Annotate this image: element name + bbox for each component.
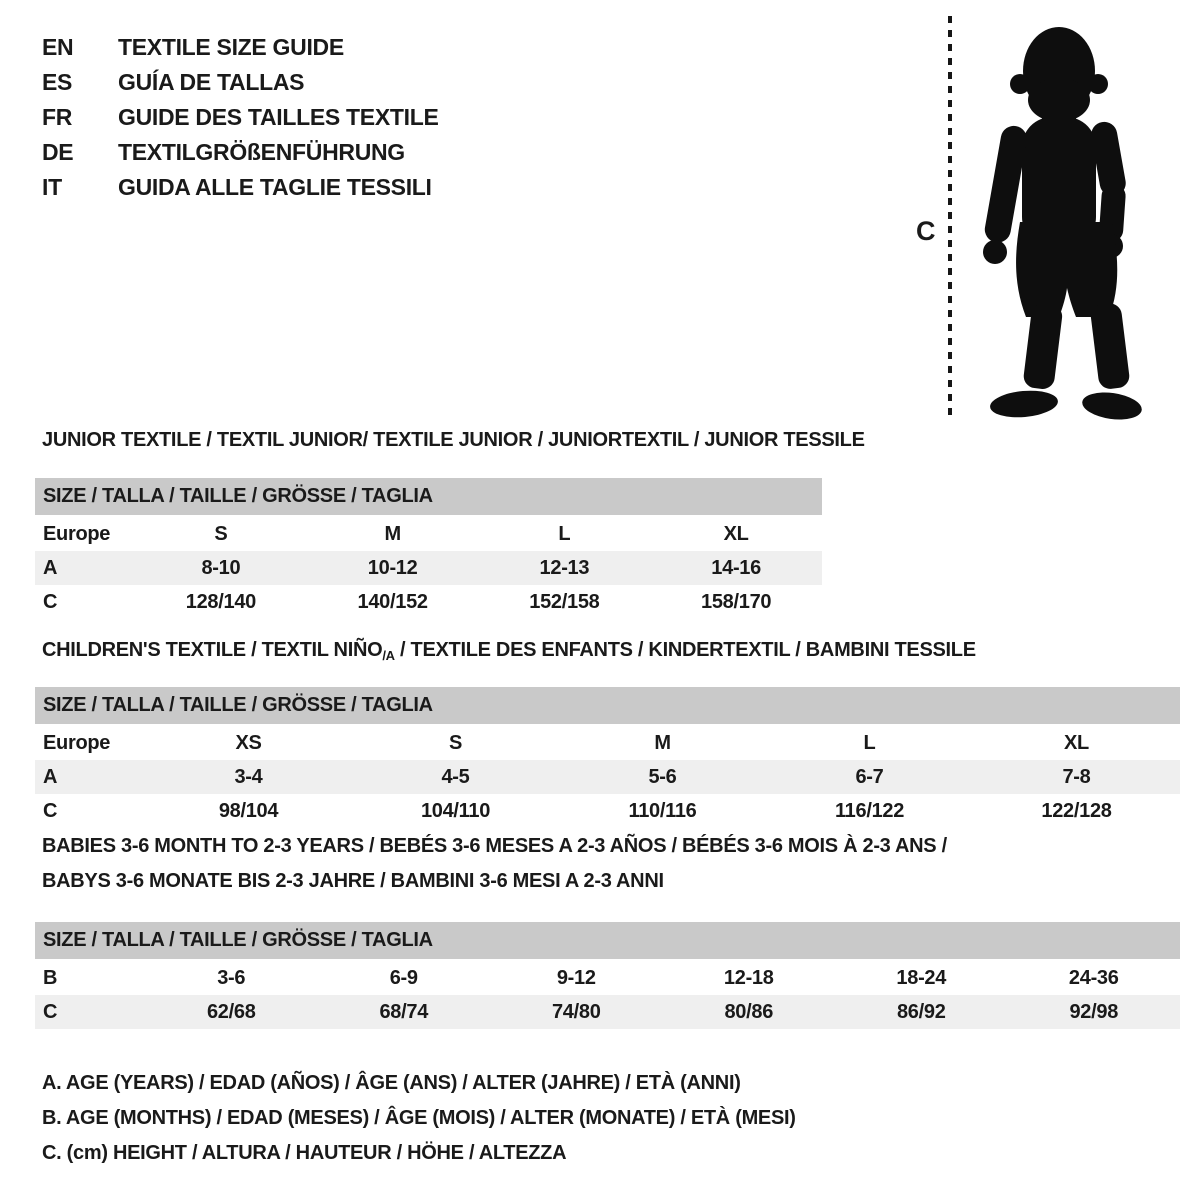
- table-row: [35, 517, 822, 551]
- children-section-title: [42, 639, 976, 663]
- height-cell: 152/158: [529, 590, 600, 613]
- children-size-header-text: SIZE / TALLA / TAILLE / GRÖSSE / TAGLIA: [43, 694, 433, 716]
- height-cell: 110/116: [628, 799, 697, 822]
- height-cell: 92/98: [1069, 1000, 1119, 1023]
- size-cell: S: [214, 522, 228, 545]
- language-title-de: TEXTILGRÖßENFÜHRUNG: [118, 139, 405, 165]
- height-cell: 80/86: [724, 1000, 774, 1023]
- table-row: [35, 760, 1180, 794]
- row-label: B: [43, 966, 58, 989]
- table-row: [35, 585, 822, 619]
- children-size-header-bar: [35, 687, 1180, 724]
- age-cell: 5-6: [648, 765, 677, 788]
- height-cell: 68/74: [379, 1000, 429, 1023]
- height-dashed-line-icon: [948, 16, 952, 416]
- legend-line-c: C. (cm) HEIGHT / ALTURA / HAUTEUR / HÖHE / ALTEZZA: [42, 1142, 567, 1164]
- language-title-it: GUIDA ALLE TAGLIE TESSILI: [118, 174, 432, 200]
- table-row: [35, 961, 1180, 995]
- babies-section-title-line1: BABIES 3-6 MONTH TO 2-3 YEARS / BEBÉS 3-6 MESES A 2-3 AÑOS / BÉBÉS 3-6 MOIS À 2-3 ANS /: [42, 835, 947, 857]
- language-row-it: [42, 170, 439, 205]
- size-cell: M: [654, 731, 671, 754]
- language-code-fr: FR: [42, 104, 73, 130]
- language-row-de: [42, 135, 439, 170]
- age-months-cell: 6-9: [389, 966, 418, 989]
- height-measure-figure: [900, 0, 1200, 440]
- toddler-silhouette-icon: [962, 14, 1142, 420]
- language-row-fr: [42, 100, 439, 135]
- height-cell: 74/80: [551, 1000, 601, 1023]
- junior-section-title: JUNIOR TEXTILE / TEXTIL JUNIOR/ TEXTILE JUNIOR / JUNIORTEXTIL / JUNIOR TESSILE: [42, 429, 865, 451]
- language-title-es: GUÍA DE TALLAS: [118, 69, 305, 95]
- size-cell: M: [384, 522, 401, 545]
- age-cell: 12-13: [539, 556, 590, 579]
- age-months-cell: 24-36: [1068, 966, 1119, 989]
- age-cell: 8-10: [201, 556, 241, 579]
- language-row-en: [42, 30, 439, 65]
- language-row-es: [42, 65, 439, 100]
- height-cell: 116/122: [834, 799, 905, 822]
- row-label: Europe: [43, 731, 111, 754]
- children-title-part2: / TEXTILE DES ENFANTS / KINDERTEXTIL / BAMBINI TESSILE: [394, 639, 976, 661]
- language-code-de: DE: [42, 139, 74, 165]
- table-row: [35, 726, 1180, 760]
- language-code-es: ES: [42, 69, 73, 95]
- age-months-cell: 18-24: [896, 966, 947, 989]
- junior-size-table: [35, 478, 822, 619]
- age-cell: 4-5: [441, 765, 470, 788]
- row-label: A: [43, 765, 58, 788]
- size-cell: XS: [235, 731, 262, 754]
- size-cell: L: [863, 731, 876, 754]
- height-cell: 122/128: [1041, 799, 1112, 822]
- age-cell: 10-12: [367, 556, 418, 579]
- height-cell: 98/104: [218, 799, 279, 822]
- measurement-legend: [42, 1066, 796, 1171]
- babies-section-title-line2: BABYS 3-6 MONATE BIS 2-3 JAHRE / BAMBINI 3-6 MESI A 2-3 ANNI: [42, 870, 664, 892]
- age-months-cell: 3-6: [217, 966, 246, 989]
- language-title-list: [42, 30, 439, 205]
- table-row: [35, 995, 1180, 1029]
- height-cell: 128/140: [185, 590, 256, 613]
- language-title-en: TEXTILE SIZE GUIDE: [118, 34, 344, 60]
- age-cell: 3-4: [234, 765, 263, 788]
- table-row: [35, 551, 822, 585]
- size-cell: L: [558, 522, 571, 545]
- age-months-cell: 12-18: [723, 966, 774, 989]
- babies-size-header-text: SIZE / TALLA / TAILLE / GRÖSSE / TAGLIA: [43, 929, 433, 951]
- junior-size-header-text: SIZE / TALLA / TAILLE / GRÖSSE / TAGLIA: [43, 485, 433, 507]
- babies-size-header-bar: [35, 922, 1180, 959]
- children-size-table: [35, 687, 1180, 828]
- language-title-fr: GUIDE DES TAILLES TEXTILE: [118, 104, 439, 130]
- height-cell: 62/68: [206, 1000, 256, 1023]
- age-months-cell: 9-12: [556, 966, 596, 989]
- size-cell: XL: [1064, 731, 1089, 754]
- row-label: A: [43, 556, 58, 579]
- language-code-it: IT: [42, 174, 62, 200]
- row-label: C: [43, 799, 58, 822]
- size-cell: XL: [723, 522, 749, 545]
- junior-size-header-bar: [35, 478, 822, 515]
- row-label: Europe: [43, 522, 111, 545]
- height-cell: 158/170: [701, 590, 772, 613]
- height-marker-label: C: [916, 216, 936, 246]
- height-cell: 86/92: [896, 1000, 946, 1023]
- children-title-subscript: /A: [382, 648, 395, 663]
- height-cell: 140/152: [357, 590, 428, 613]
- legend-line-a: A. AGE (YEARS) / EDAD (AÑOS) / ÂGE (ANS) / ALTER (JAHRE) / ETÀ (ANNI): [42, 1072, 741, 1094]
- row-label: C: [43, 1000, 58, 1023]
- size-cell: S: [448, 731, 463, 754]
- age-cell: 6-7: [855, 765, 884, 788]
- age-cell: 7-8: [1062, 765, 1091, 788]
- table-row: [35, 794, 1180, 828]
- babies-size-table: [35, 922, 1180, 1029]
- age-cell: 14-16: [711, 556, 761, 579]
- height-cell: 104/110: [420, 799, 491, 822]
- children-title-part1: CHILDREN'S TEXTILE / TEXTIL NIÑO: [42, 639, 383, 661]
- row-label: C: [43, 590, 58, 613]
- legend-line-b: B. AGE (MONTHS) / EDAD (MESES) / ÂGE (MOIS) / ALTER (MONATE) / ETÀ (MESI): [42, 1107, 796, 1129]
- language-code-en: EN: [42, 34, 74, 60]
